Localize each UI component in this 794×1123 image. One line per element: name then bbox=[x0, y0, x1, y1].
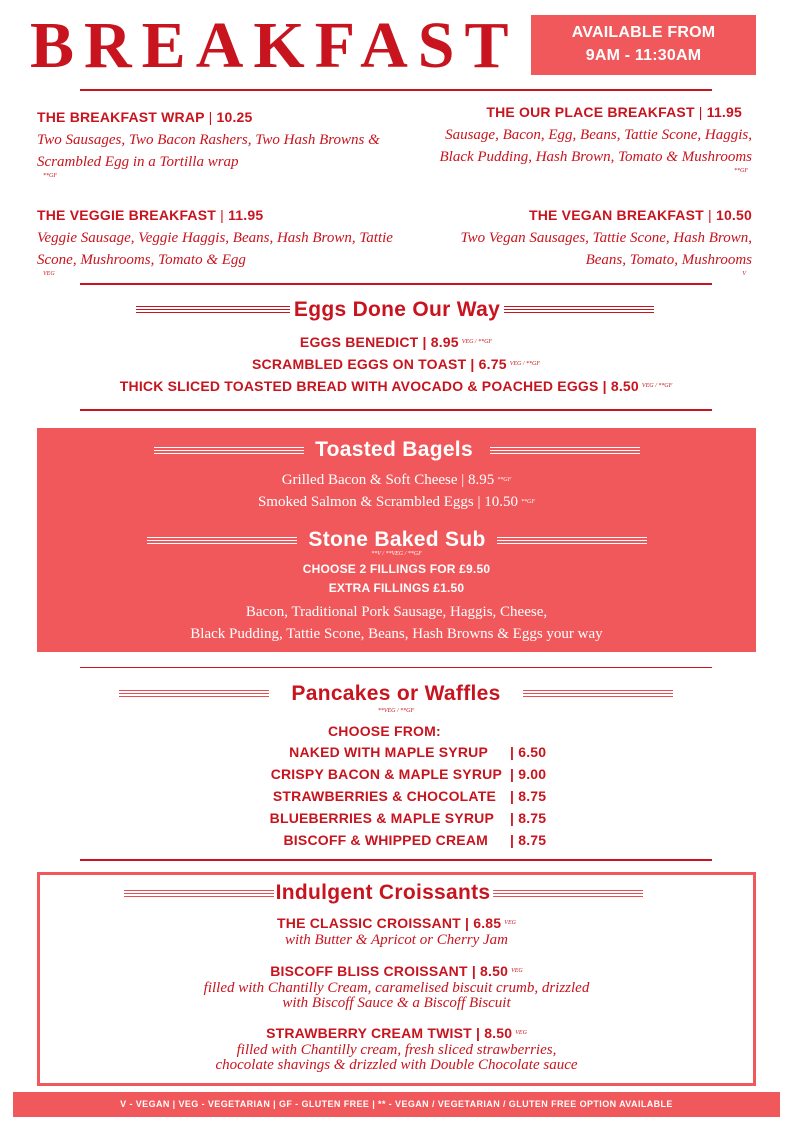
item-description: Two Vegan Sausages, Tattie Scone, Hash Brown, Beans, Tomato, Mushrooms bbox=[460, 230, 752, 268]
pancake-row bbox=[250, 829, 570, 851]
item-title: THE OUR PLACE BREAKFAST bbox=[486, 104, 695, 120]
pancake-row bbox=[250, 741, 570, 763]
item-vegan-breakfast: THE VEGAN BREAKFAST | 10.50 Two Vegan Sausages, Tattie Scone, Hash Brown, Beans, Tomato, Mushrooms V bbox=[440, 205, 752, 277]
croissant-desc: with Butter & Apricot or Cherry Jam bbox=[284, 932, 509, 948]
pancakes-section-title: Pancakes or Waffles bbox=[291, 682, 501, 705]
item-price: 11.95 bbox=[706, 104, 742, 120]
sub-line2: EXTRA FILLINGS £1.50 bbox=[328, 581, 465, 595]
eggs-item-text: THICK SLICED TOASTED BREAD WITH AVOCADO & POACHED EGGS | 8.50 bbox=[119, 378, 639, 394]
decorative-lines-right bbox=[523, 690, 673, 698]
item-title: THE BREAKFAST WRAP bbox=[37, 109, 205, 125]
decorative-lines-left bbox=[119, 690, 269, 698]
pancake-price: | 9.00 bbox=[510, 766, 547, 782]
eggs-item-tag: VEG / **GF bbox=[509, 361, 541, 367]
section-divider bbox=[80, 667, 712, 668]
item-tag: VEG bbox=[43, 271, 55, 277]
item-price: 11.95 bbox=[228, 207, 264, 223]
item-tag: V bbox=[742, 271, 746, 277]
decorative-lines-right bbox=[504, 306, 654, 314]
item-title: THE VEGAN BREAKFAST bbox=[528, 207, 704, 223]
eggs-item bbox=[80, 332, 712, 352]
croissant-desc: filled with Chantilly cream, fresh sliced strawberries, bbox=[236, 1042, 557, 1058]
item-tag: **GF bbox=[734, 168, 748, 174]
bagel-item-tag: **GF bbox=[497, 477, 512, 483]
decorative-lines-left bbox=[147, 537, 297, 545]
pancake-row bbox=[250, 807, 570, 829]
item-description: Sausage, Bacon, Egg, Beans, Tattie Scone, Haggis, Black Pudding, Hash Brown, Tomato & Mushrooms bbox=[439, 127, 752, 165]
pancakes-tag: **VEG / **GF bbox=[377, 708, 415, 714]
menu-title: BREAKFAST bbox=[30, 9, 519, 82]
decorative-lines-right bbox=[493, 890, 643, 898]
item-tag: **GF bbox=[43, 173, 57, 179]
pancake-price: | 6.50 bbox=[510, 744, 547, 760]
croissants-box bbox=[37, 872, 756, 1086]
eggs-section-title: Eggs Done Our Way bbox=[293, 298, 501, 321]
pancakes-choose: CHOOSE FROM: bbox=[328, 723, 441, 739]
croissant-tag: VEG bbox=[504, 920, 516, 926]
croissant-desc: chocolate shavings & drizzled with Double Chocolate sauce bbox=[215, 1057, 578, 1073]
croissant-tag: VEG bbox=[511, 968, 523, 974]
croissant-title bbox=[40, 961, 753, 981]
section-divider bbox=[80, 409, 712, 411]
pancake-name: STRAWBERRIES & CHOCOLATE bbox=[272, 788, 496, 804]
item-breakfast-wrap: THE BREAKFAST WRAP | 10.25 Two Sausages, Two Bacon Rashers, Two Hash Browns & Scrambled Egg in a Tortilla wrap **GF bbox=[37, 107, 387, 179]
pancake-price: | 8.75 bbox=[510, 788, 547, 804]
availability-line2: 9AM - 11:30AM bbox=[585, 47, 702, 64]
header-divider bbox=[80, 89, 712, 91]
eggs-item bbox=[60, 376, 732, 396]
pancake-name: CRISPY BACON & MAPLE SYRUP bbox=[270, 766, 502, 782]
croissant-name: THE CLASSIC CROISSANT | 6.85 bbox=[277, 915, 502, 931]
eggs-item bbox=[80, 354, 712, 374]
item-description: Two Sausages, Two Bacon Rashers, Two Hash Browns & Scrambled Egg in a Tortilla wrap bbox=[37, 132, 380, 170]
pancake-row bbox=[250, 785, 570, 807]
bagel-item-text: Grilled Bacon & Soft Cheese | 8.95 bbox=[281, 472, 495, 488]
decorative-lines-left bbox=[154, 447, 304, 455]
croissant-title bbox=[40, 1023, 753, 1043]
croissant-title bbox=[40, 913, 753, 933]
bagel-item-tag: **GF bbox=[521, 499, 536, 505]
croissant-desc: filled with Chantilly Cream, caramelised biscuit crumb, drizzled bbox=[203, 980, 590, 996]
availability-line1: AVAILABLE FROM bbox=[571, 24, 716, 41]
pancake-name: NAKED WITH MAPLE SYRUP bbox=[289, 744, 488, 760]
pancake-name: BLUEBERRIES & MAPLE SYRUP bbox=[269, 810, 494, 826]
item-veggie-breakfast: THE VEGGIE BREAKFAST | 11.95 Veggie Sausage, Veggie Haggis, Beans, Hash Brown, Tattie Scone, Mushrooms, Tomato & Egg VEG bbox=[37, 205, 397, 277]
decorative-lines-right bbox=[497, 537, 647, 545]
pancake-row bbox=[250, 763, 570, 785]
croissants-section-title: Indulgent Croissants bbox=[275, 881, 491, 904]
section-divider bbox=[80, 283, 712, 285]
item-price: 10.50 bbox=[715, 207, 752, 223]
pancake-name: BISCOFF & WHIPPED CREAM bbox=[283, 832, 488, 848]
decorative-lines-left bbox=[124, 890, 274, 898]
sub-fillings-line1: Bacon, Traditional Pork Sausage, Haggis, Cheese, bbox=[245, 604, 548, 620]
pancake-price: | 8.75 bbox=[510, 832, 547, 848]
eggs-item-text: SCRAMBLED EGGS ON TOAST | 6.75 bbox=[251, 356, 507, 372]
item-description: Veggie Sausage, Veggie Haggis, Beans, Hash Brown, Tattie Scone, Mushrooms, Tomato & Egg bbox=[37, 230, 393, 268]
item-price: 10.25 bbox=[216, 109, 253, 125]
bagel-item bbox=[37, 470, 756, 490]
pancake-price: | 8.75 bbox=[510, 810, 547, 826]
item-our-place-breakfast: THE OUR PLACE BREAKFAST | 11.95 Sausage, Bacon, Egg, Beans, Tattie Scone, Haggis, Black Pudding, Hash Brown, Tomato & Mushrooms **GF bbox=[430, 102, 752, 174]
bagels-sub-panel bbox=[37, 428, 756, 652]
croissant-name: STRAWBERRY CREAM TWIST | 8.50 bbox=[266, 1025, 513, 1041]
croissant-desc: with Biscoff Sauce & a Biscoff Biscuit bbox=[282, 995, 511, 1011]
eggs-item-tag: VEG / **GF bbox=[461, 339, 493, 345]
bagels-section-title: Toasted Bagels bbox=[315, 438, 473, 461]
section-divider bbox=[80, 859, 712, 861]
footer-legend: V - VEGAN | VEG - VEGETARIAN | GF - GLUTEN FREE | ** - VEGAN / VEGETARIAN / GLUTEN FREE OPTION AVAILABLE bbox=[120, 1099, 673, 1109]
sub-line1: CHOOSE 2 FILLINGS FOR £9.50 bbox=[302, 562, 491, 576]
sub-section-title: Stone Baked Sub bbox=[308, 528, 486, 551]
eggs-item-text: EGGS BENEDICT | 8.95 bbox=[299, 334, 459, 350]
sub-fillings-line2: Black Pudding, Tattie Scone, Beans, Hash Browns & Eggs your way bbox=[190, 626, 603, 642]
item-title: THE VEGGIE BREAKFAST bbox=[37, 207, 217, 223]
decorative-lines-right bbox=[490, 447, 640, 455]
bagel-item bbox=[37, 492, 756, 512]
eggs-item-tag: VEG / **GF bbox=[641, 383, 673, 389]
footer-legend-bar bbox=[13, 1092, 780, 1117]
croissant-tag: VEG bbox=[515, 1030, 527, 1036]
sub-tag: **V / **VEG / **GF bbox=[371, 551, 422, 557]
bagel-item-text: Smoked Salmon & Scrambled Eggs | 10.50 bbox=[257, 494, 519, 510]
availability-badge bbox=[531, 15, 756, 75]
pancakes-list bbox=[250, 741, 570, 851]
croissant-name: BISCOFF BLISS CROISSANT | 8.50 bbox=[270, 963, 509, 979]
decorative-lines-left bbox=[136, 306, 290, 314]
